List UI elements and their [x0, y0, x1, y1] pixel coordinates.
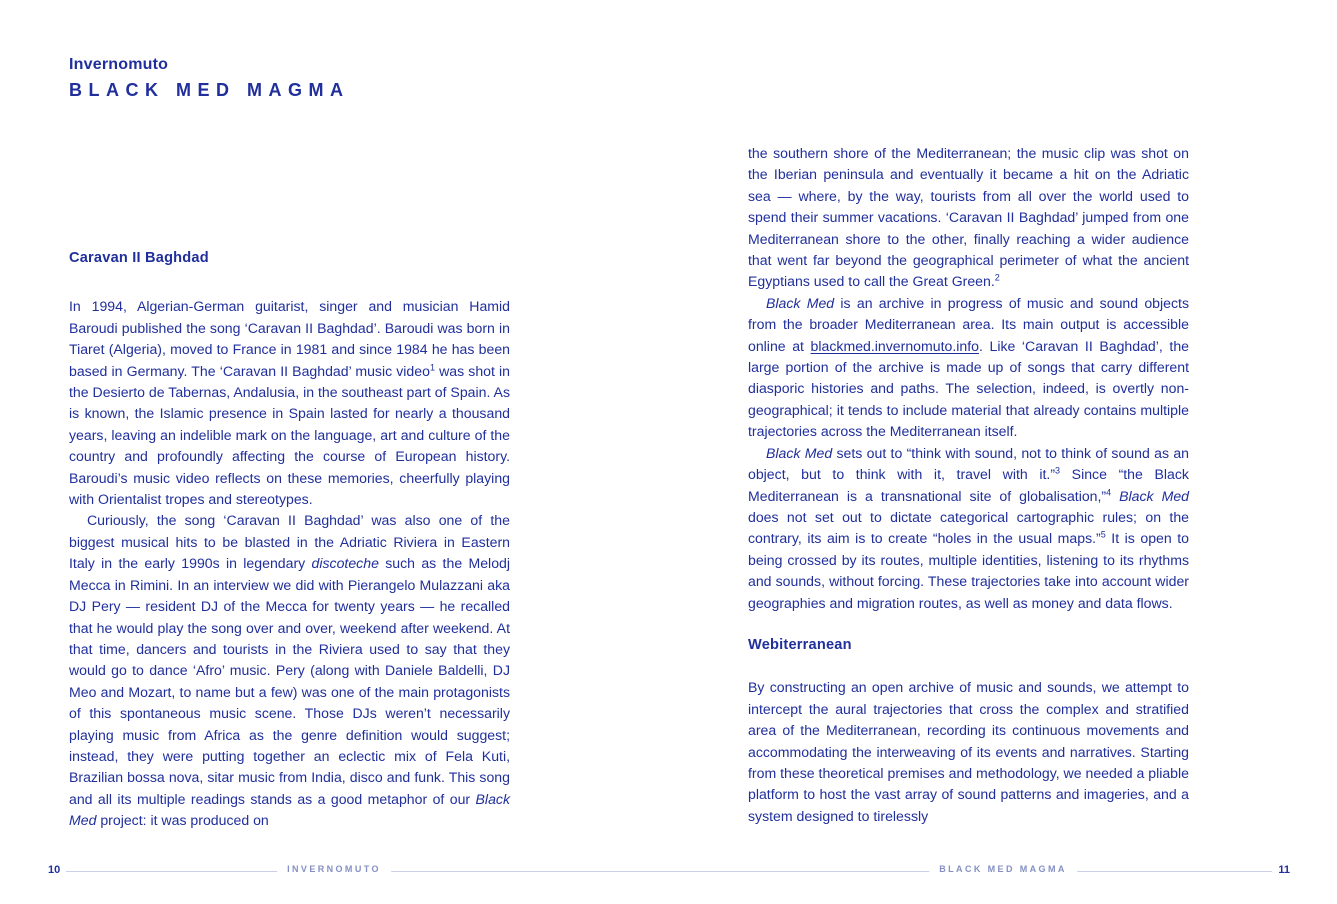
text-run: It is open to being crossed by its routes, multiple identities, listening to its rhythms and sounds, without forcing. These trajectories take into account wider geographies and migration routes, as well as money and data flows. [748, 530, 1189, 611]
text-run: does not set out to dictate categorical cartographic rules; on the contrary, its aim is to create “holes in the usual maps.” [748, 508, 1189, 547]
page-number-right: 11 [1272, 864, 1290, 876]
left-page-column [69, 248, 510, 832]
footnote-marker: 5 [1100, 529, 1106, 540]
body-paragraph [748, 143, 1189, 293]
body-paragraph [748, 443, 1189, 614]
chapter-title: BLACK MED MAGMA [69, 80, 350, 100]
link-blackmed[interactable]: blackmed.invernomuto.info [810, 337, 979, 354]
text-run: the southern shore of the Mediterranean; the music clip was shot on the Iberian peninsula and eventually it became a hit on the Adriatic sea — where, by the way, tourists from all over the world used to spend their summer vacations. ‘Caravan II Baghdad’ jumped from one Mediterranean shore to the other, finally reaching a wider audience that went far beyond the geographical perimeter of what the ancient Egyptians used to call the Great Green. [748, 145, 1189, 290]
text-run: In 1994, Algerian-German guitarist, singer and musician Hamid Baroudi published the song ‘Caravan II Baghdad’. Baroudi was born in Tiaret (Algeria), moved to France in 1981 and since 1984 he has been based in Germany. The ‘Caravan II Baghdad’ music video [69, 298, 510, 379]
author-name: Invernomuto [69, 56, 169, 73]
running-head-right: BLACK MED MAGMA [929, 864, 1077, 874]
footnote-marker: 4 [1106, 486, 1112, 497]
text-run: Black Med [1119, 487, 1190, 504]
page-number-left: 10 [48, 864, 66, 876]
text-run: project: it was produced on [96, 812, 269, 829]
footer-rule [48, 871, 1290, 872]
body-paragraph [748, 677, 1189, 827]
text-run: was shot in the Desierto de Tabernas, Andalusia, in the southeast part of Spain. As is known, the Islamic presence in Spain lasted for nearly a thousand years, leaving an indelible mark on the language, art and culture of the country and profoundly affecting the course of European history. Baroudi’s music video reflects on these memories, cheerfully playing with Orientalist tropes and stereotypes. [69, 362, 510, 508]
text-run: Black Med [69, 790, 510, 829]
right-page-column [748, 143, 1189, 827]
running-head-left: INVERNOMUTO [277, 864, 391, 874]
body-paragraph [748, 293, 1189, 443]
text-run: Black Med [766, 444, 833, 461]
text-run: . Like ‘Caravan II Baghdad’, the large portion of the archive is made up of songs that carry different diasporic histories and paths. The selection, indeed, is overtly non-geographical; it tends to include material that already contains multiple trajectories across the Mediterranean itself. [748, 337, 1189, 440]
section-heading-caravan: Caravan II Baghdad [69, 250, 209, 266]
running-footer [48, 862, 1290, 880]
text-run: Since “the Black Mediterranean is a transnational site of globalisation,” [748, 466, 1189, 504]
body-paragraph [69, 510, 510, 831]
body-paragraph [69, 296, 510, 510]
text-run: Black Med [766, 294, 835, 311]
chapter-header [69, 56, 349, 101]
footnote-marker: 2 [994, 272, 1000, 283]
text-run: such as the Melodj Mecca in Rimini. In an interview we did with Pierangelo Mulazzani aka DJ Pery — resident DJ of the Mecca for twenty years — he recalled that he would play the song over and over, weekend after weekend. At that time, dancers and tourists in the Riviera used to say that they would go to dance ‘Afro’ music. Pery (along with Daniele Baldelli, DJ Meo and Mozart, to name but a few) was one of the main protagonists of this spontaneous music scene. Those DJs weren’t necessarily playing music from Africa as the genre definition would suggest; instead, they were putting together an eclectic mix of Fela Kuti, Brazilian bossa nova, sitar music from India, disco and funk. This song and all its multiple readings stands as a good metaphor of our [69, 555, 510, 807]
text-run: sets out to “think with sound, not to think of sound as an object, but to think with it, travel with it.” [748, 444, 1189, 483]
footnote-marker: 3 [1055, 465, 1061, 476]
section-heading-webiterranean: Webiterranean [748, 636, 852, 653]
text-run: discoteche [311, 555, 379, 572]
text-run: is an archive in progress of music and sound objects from the broader Mediterranean area. Its main output is accessible online at [748, 294, 1189, 354]
footnote-marker: 1 [429, 361, 435, 372]
text-run [1111, 488, 1119, 504]
text-run: Curiously, the song ‘Caravan II Baghdad’ was also one of the biggest musical hits to be blasted in the Adriatic Riviera in Eastern Italy in the early 1990s in legendary [69, 512, 510, 572]
text-run: By constructing an open archive of music and sounds, we attempt to intercept the aural trajectories that cross the complex and stratified area of the Mediterranean, recording its continuous movements and accommodating the interweaving of its events and narratives. Starting from these theoretical premises and methodology, we needed a pliable platform to host the vast array of sound patterns and imageries, and a system designed to tirelessly [748, 679, 1189, 824]
